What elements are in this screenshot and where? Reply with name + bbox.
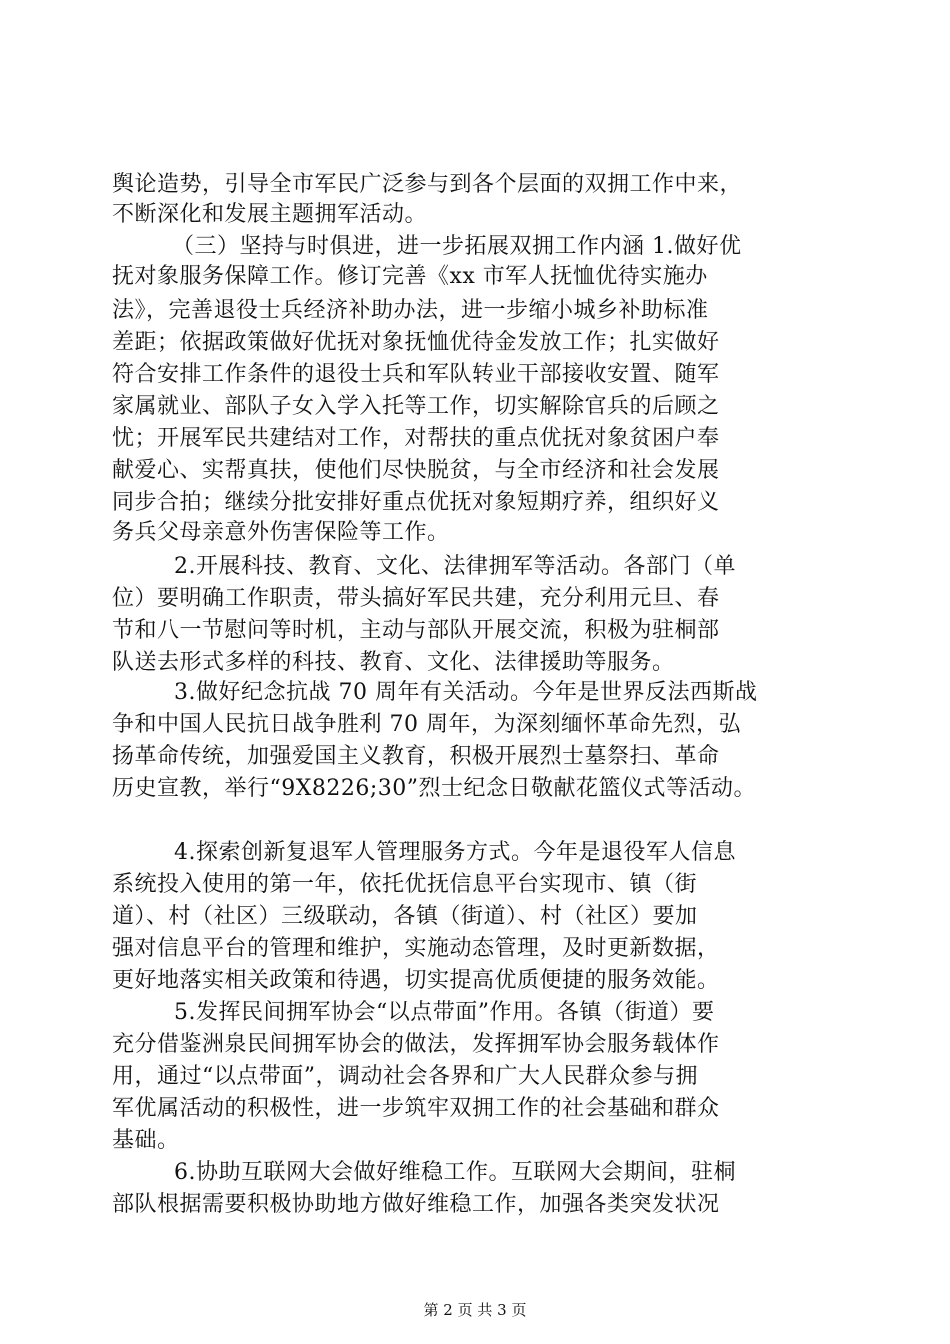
text-line: （三）坚持与时俱进，进一步拓展双拥工作内涵 1.做好优 — [172, 234, 742, 259]
text-line: 5.发挥民间拥军协会“以点带面”作用。各镇（街道）要 — [174, 1000, 715, 1025]
text-line: 务兵父母亲意外伤害保险等工作。 — [112, 520, 450, 545]
text-line: 强对信息平台的管理和维护，实施动态管理，及时更新数据， — [112, 936, 720, 961]
text-line: 争和中国人民抗日战争胜利 70 周年，为深刻缅怀革命先烈，弘 — [112, 712, 741, 737]
text-line: 充分借鉴洲泉民间拥军协会的做法，发挥拥军协会服务载体作 — [112, 1032, 720, 1057]
text-line: 忧；开展军民共建结对工作，对帮扶的重点优抚对象贫困户奉 — [112, 426, 720, 451]
page-number-footer: 第 2 页 共 3 页 — [423, 1301, 527, 1319]
text-line: 扬革命传统，加强爱国主义教育，积极开展烈士墓祭扫、革命 — [112, 744, 720, 769]
text-line: 更好地落实相关政策和待遇，切实提高优质便捷的服务效能。 — [112, 968, 720, 993]
text-line: 法》，完善退役士兵经济补助办法，进一步缩小城乡补助标准 — [112, 298, 709, 323]
text-line: 6.协助互联网大会做好维稳工作。互联网大会期间，驻桐 — [174, 1160, 736, 1185]
text-line: 4.探索创新复退军人管理服务方式。今年是退役军人信息 — [174, 840, 736, 865]
text-line: 用，通过“以点带面”，调动社会各界和广大人民群众参与拥 — [112, 1064, 698, 1089]
text-line: 位）要明确工作职责，带头搞好军民共建，充分利用元旦、春 — [112, 586, 720, 611]
text-line: 符合安排工作条件的退役士兵和军队转业干部接收安置、随军 — [112, 362, 720, 387]
text-line: 部队根据需要积极协助地方做好维稳工作，加强各类突发状况 — [112, 1192, 720, 1217]
text-line: 队送去形式多样的科技、教育、文化、法律援助等服务。 — [112, 650, 675, 675]
text-line: 舆论造势，引导全市军民广泛参与到各个层面的双拥工作中来， — [112, 172, 743, 197]
text-line: 2.开展科技、教育、文化、法律拥军等活动。各部门（单 — [174, 554, 736, 579]
text-line: 基础。 — [112, 1128, 180, 1153]
text-line: 系统投入使用的第一年，依托优抚信息平台实现市、镇（街 — [112, 872, 698, 897]
text-line: 家属就业、部队子女入学入托等工作，切实解除官兵的后顾之 — [112, 394, 720, 419]
text-line: 历史宣教，举行“9X8226;30”烈士纪念日敬献花篮仪式等活动。 — [112, 776, 757, 801]
text-line: 同步合拍；继续分批安排好重点优抚对象短期疗养，组织好义 — [112, 490, 720, 515]
text-line: 节和八一节慰问等时机，主动与部队开展交流，积极为驻桐部 — [112, 618, 720, 643]
text-line: 3.做好纪念抗战 70 周年有关活动。今年是世界反法西斯战 — [174, 680, 758, 705]
text-line: 道）、村（社区）三级联动，各镇（街道）、村（社区）要加 — [112, 904, 698, 929]
text-line: 献爱心、实帮真扶，使他们尽快脱贫，与全市经济和社会发展 — [112, 458, 720, 483]
text-line: 不断深化和发展主题拥军活动。 — [112, 202, 428, 227]
text-line: 军优属活动的积极性，进一步筑牢双拥工作的社会基础和群众 — [112, 1096, 720, 1121]
text-line: 差距；依据政策做好优抚对象抚恤优待金发放工作；扎实做好 — [112, 330, 720, 355]
text-line: 抚对象服务保障工作。修订完善《xx 市军人抚恤优待实施办 — [112, 264, 708, 289]
